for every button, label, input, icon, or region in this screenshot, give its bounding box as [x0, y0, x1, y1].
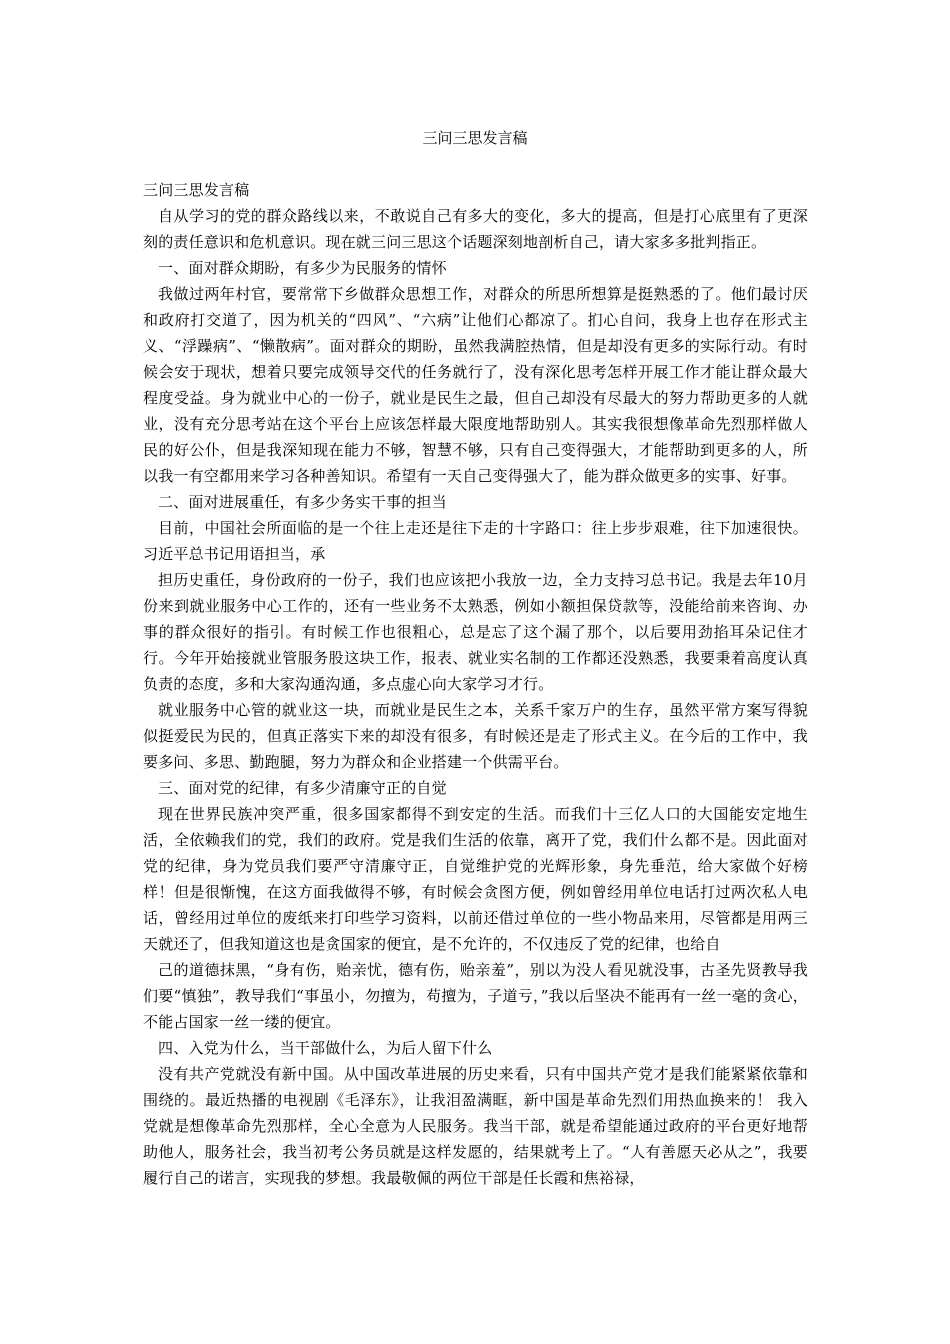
paragraph: 己的道德抹黑，“身有伤，贻亲忧，德有伤，贻亲羞”，别以为没人看见就没事，古圣先贤教导我们要“慎独”，教导我们“事虽小，勿擅为，苟擅为，子道亏，”我以后坚决不能再有一丝一毫的贪心，不能占国家一丝一缕的便宜。 — [143, 961, 808, 1031]
paragraph: 现在世界民族冲突严重，很多国家都得不到安定的生活。而我们十三亿人口的大国能安定地生活，全依赖我们的党，我们的政府。党是我们生活的依靠，离开了党，我们什么都不是。因此面对党的纪律，身为党员我们要严守清廉守正，自觉维护党的光辉形象，身先垂范，给大家做个好榜样！但是很惭愧，在这方面我做得不够，有时候会贪图方便，例如曾经用单位电话打过两次私人电话，曾经用过单位的废纸来打印些学习资料，以前还借过单位的一些小物品来用，尽管都是用两三天就还了，但我知道这也是贪国家的便宜，是不允许的，不仅违反了党的纪律，也给自 — [143, 805, 808, 953]
document-body — [143, 177, 808, 1191]
document-heading: 三问三思发言稿 — [143, 181, 250, 199]
page-title: 三问三思发言稿 — [422, 129, 528, 147]
paragraph: 就业服务中心管的就业这一块，而就业是民生之本，关系千家万户的生存，虽然平常方案写得貌似挺爱民为民的，但真正落实下来的却没有很多，有时候还是走了形式主义。在今后的工作中，我要多问、多思、勤跑腿，努力为群众和企业搭建一个供需平台。 — [143, 701, 808, 771]
paragraph: 担历史重任，身份政府的一份子，我们也应该把小我放一边，全力支持习总书记。我是去年10月份来到就业服务中心工作的，还有一些业务不太熟悉，例如小额担保贷款等，没能给前来咨询、办事的群众很好的指引。有时候工作也很粗心，总是忘了这个漏了那个，以后要用劲掐耳朵记住才行。今年开始接就业管服务股这块工作，报表、就业实名制的工作都还没熟悉，我要秉着高度认真负责的态度，多和大家沟通沟通，多点虚心向大家学习才行。 — [143, 571, 808, 693]
paragraph: 自从学习的党的群众路线以来，不敢说自己有多大的变化，多大的提高，但是打心底里有了更深刻的责任意识和危机意识。现在就三问三思这个话题深刻地剖析自己，请大家多多批判指正。 — [143, 207, 808, 251]
paragraph: 目前，中国社会所面临的是一个往上走还是往下走的十字路口：往上步步艰难，往下加速很快。习近平总书记用语担当，承 — [143, 519, 808, 563]
paragraph: 二、面对进展重任，有多少务实干事的担当 — [158, 493, 447, 511]
paragraph: 一、面对群众期盼，有多少为民服务的情怀 — [158, 259, 447, 277]
paragraph: 我做过两年村官，要常常下乡做群众思想工作，对群众的所思所想算是挺熟悉的了。他们最讨厌和政府打交道了，因为机关的“四风”、“六病”让他们心都凉了。扪心自问，我身上也存在形式主义、“浮躁病”、“懒散病”。面对群众的期盼，虽然我满腔热情，但是却没有更多的实际行动。有时候会安于现状，想着只要完成领导交代的任务就行了，没有深化思考怎样开展工作才能让群众最大程度受益。身为就业中心的一份子，就业是民生之最，但自己却没有尽最大的努力帮助更多的人就业，没有充分思考站在这个平台上应该怎样最大限度地帮助别人。其实我很想像革命先烈那样做人民的好公仆，但是我深知现在能力不够，智慧不够，只有自己变得强大，才能帮助到更多的人，所以我一有空都用来学习各种善知识。希望有一天自己变得强大了，能为群众做更多的实事、好事。 — [143, 285, 808, 485]
paragraph: 四、入党为什么，当干部做什么，为后人留下什么 — [158, 1039, 493, 1057]
paragraph: 三、面对党的纪律，有多少清廉守正的自觉 — [158, 779, 447, 797]
paragraph: 没有共产党就没有新中国。从中国改革进展的历史来看，只有中国共产党才是我们能紧紧依靠和围绕的。最近热播的电视剧《毛泽东》，让我泪盈满眶，新中国是革命先烈们用热血换来的！ 我入党就是想像革命先烈那样，全心全意为人民服务。我当干部，就是希望能通过政府的平台更好地帮助他人，服务社会，我当初考公务员就是这样发愿的，结果就考上了。“人有善愿天必从之”，我要履行自己的诺言，实现我的梦想。我最敬佩的两位干部是任长霞和焦裕禄， — [143, 1065, 808, 1187]
